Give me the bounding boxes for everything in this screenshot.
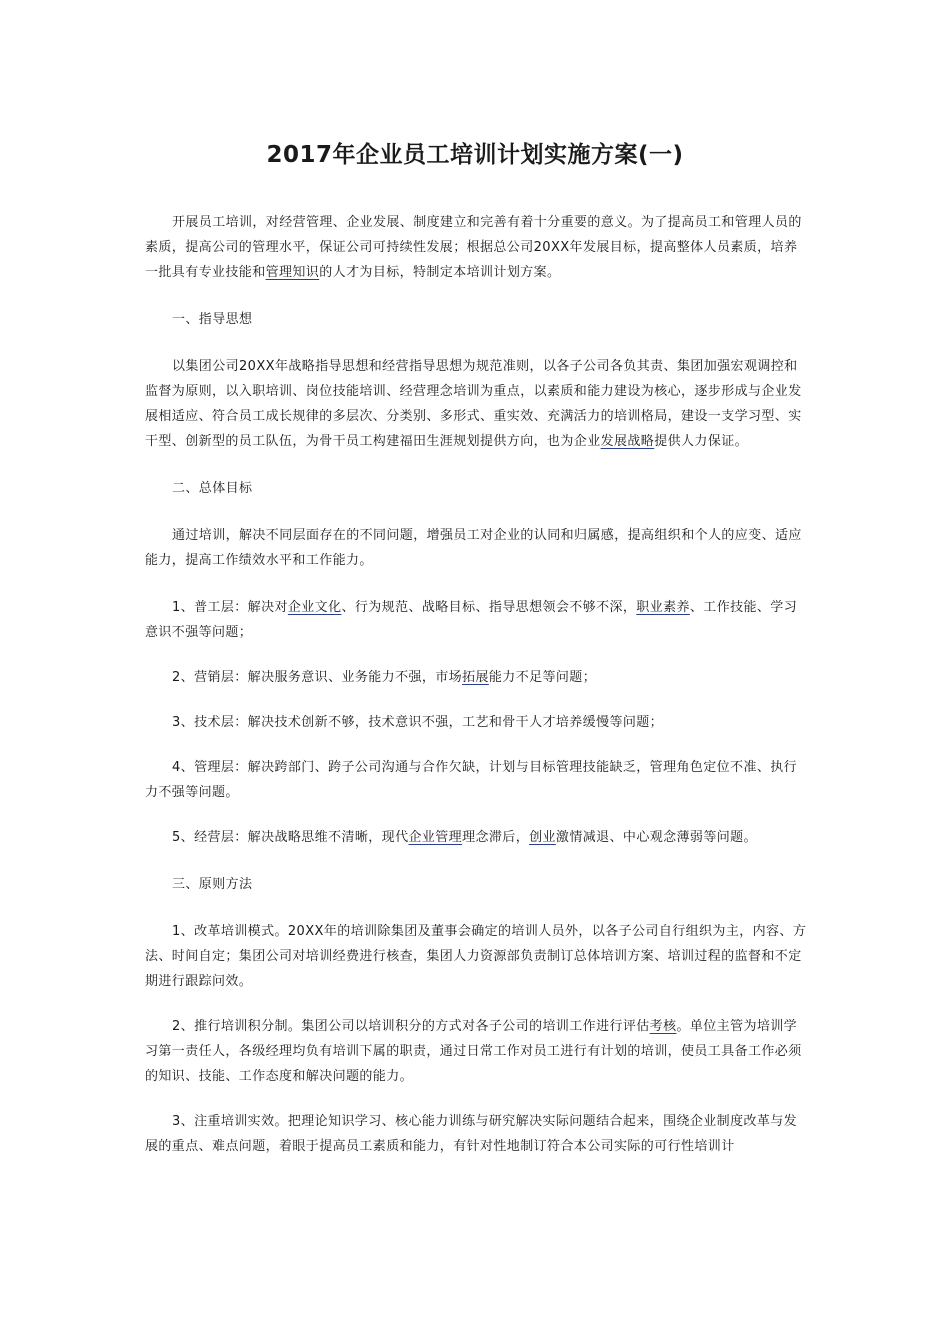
goal1-text-3: 、工作技能、学习意识不强等问题； (145, 600, 798, 640)
section1-text-1: 以集团公司20XX年战略指导思想和经营指导思想为规范准则，以各子公司各负其责、集团加强宏观调控和监督为原则，以入职培训、岗位技能培训、经营理念培训为重点，以素质和能力建设为核心，逐步形成与企业发展相适应、符合员工成长规律的多层次、分类别、多形式、重实效、充满活力的培训格局，建设一支学习型、实干型、创新型的员工队伍，为骨干员工构建福田生涯规划提供方向，也为企业 (145, 359, 802, 449)
overall-goals-paragraph: 通过培训，解决不同层面存在的不同问题，增强员工对企业的认同和归属感，提高组织和个人的应变、适应能力，提高工作绩效水平和工作能力。 (145, 528, 802, 568)
principle-item-effectiveness: 3、注重培训实效。把理论知识学习、核心能力训练与研究解决实际问题结合起来，围绕企业制度改革与发展的重点、难点问题，着眼于提高员工素质和能力，有针对性地制订符合本公司实际的可行性培训计 (145, 1114, 798, 1154)
link-professional-quality[interactable]: 职业素养 (636, 600, 690, 615)
principle-item-reform: 1、改革培训模式。20XX年的培训除集团及董事会确定的培训人员外，以各子公司自行组织为主，内容、方法、时间自定；集团公司对培训经费进行核查，集团人力资源部负责制订总体培训方案、培训过程的监督和不定期进行跟踪问效。 (145, 924, 807, 989)
link-enterprise-management[interactable]: 企业管理 (408, 830, 463, 845)
link-development-strategy[interactable]: 发展战略 (600, 434, 655, 449)
document-body (145, 210, 810, 1159)
link-corporate-culture[interactable]: 企业文化 (287, 600, 342, 615)
goal5-text-2: 理念滞后， (462, 830, 530, 845)
goal1-text-1: 1、普工层：解决对 (172, 600, 288, 615)
intro-text-1: 开展员工培训，对经营管理、企业发展、制度建立和完善有着十分重要的意义。为了提高员工和管理人员的素质，提高公司的管理水平，保证公司可持续性发展；根据总公司20XX年发展目标，提高整体人员素质，培养一批具有专业技能和 (145, 215, 802, 280)
link-assessment[interactable]: 考核 (649, 1019, 677, 1034)
section-heading-principles: 三、原则方法 (172, 877, 253, 892)
goal5-text-1: 5、经营层：解决战略思维不清晰，现代 (172, 830, 409, 845)
goal-item-technical: 3、技术层：解决技术创新不够，技术意识不强，工艺和骨干人才培养缓慢等问题； (172, 715, 664, 730)
link-management-knowledge[interactable]: 管理知识 (265, 265, 320, 280)
goal-item-sales (145, 665, 810, 690)
principle2-text-1: 2、推行培训积分制。集团公司以培训积分的方式对各子公司的培训工作进行评估 (172, 1019, 650, 1034)
guiding-ideology-paragraph (145, 354, 810, 454)
section1-text-2: 提供人力保证。 (654, 434, 749, 449)
goal-item-workers (145, 595, 810, 645)
intro-text-2: 的人才为目标，特制定本培训计划方案。 (319, 265, 561, 280)
intro-paragraph (145, 210, 810, 285)
goal2-text-2: 能力不足等问题； (488, 670, 597, 685)
section-heading-guiding-ideology: 一、指导思想 (172, 312, 253, 327)
goal-item-management: 4、管理层：解决跨部门、跨子公司沟通与合作欠缺，计划与目标管理技能缺乏，管理角色定位不准、执行力不强等问题。 (145, 760, 798, 800)
link-expansion[interactable]: 拓展 (462, 670, 489, 685)
goal1-text-2: 、行为规范、战略目标、指导思想领会不够不深， (341, 600, 637, 615)
document-title: 2017年企业员工培训计划实施方案(一) (266, 142, 684, 168)
principle2-text-2: 。单位主管为培训学习第一责任人，各级经理均负有培训下属的职责，通过日常工作对员工进行有计划的培训，使员工具备工作必须的知识、技能、工作态度和解决问题的能力。 (145, 1019, 802, 1084)
goal5-text-3: 激情减退、中心观念薄弱等问题。 (555, 830, 757, 845)
principle-item-points (145, 1014, 810, 1089)
goal2-text-1: 2、营销层：解决服务意识、业务能力不强，市场 (172, 670, 463, 685)
section-heading-overall-goals: 二、总体目标 (172, 481, 253, 496)
goal-item-executive (145, 825, 810, 850)
link-entrepreneurship[interactable]: 创业 (529, 830, 556, 845)
